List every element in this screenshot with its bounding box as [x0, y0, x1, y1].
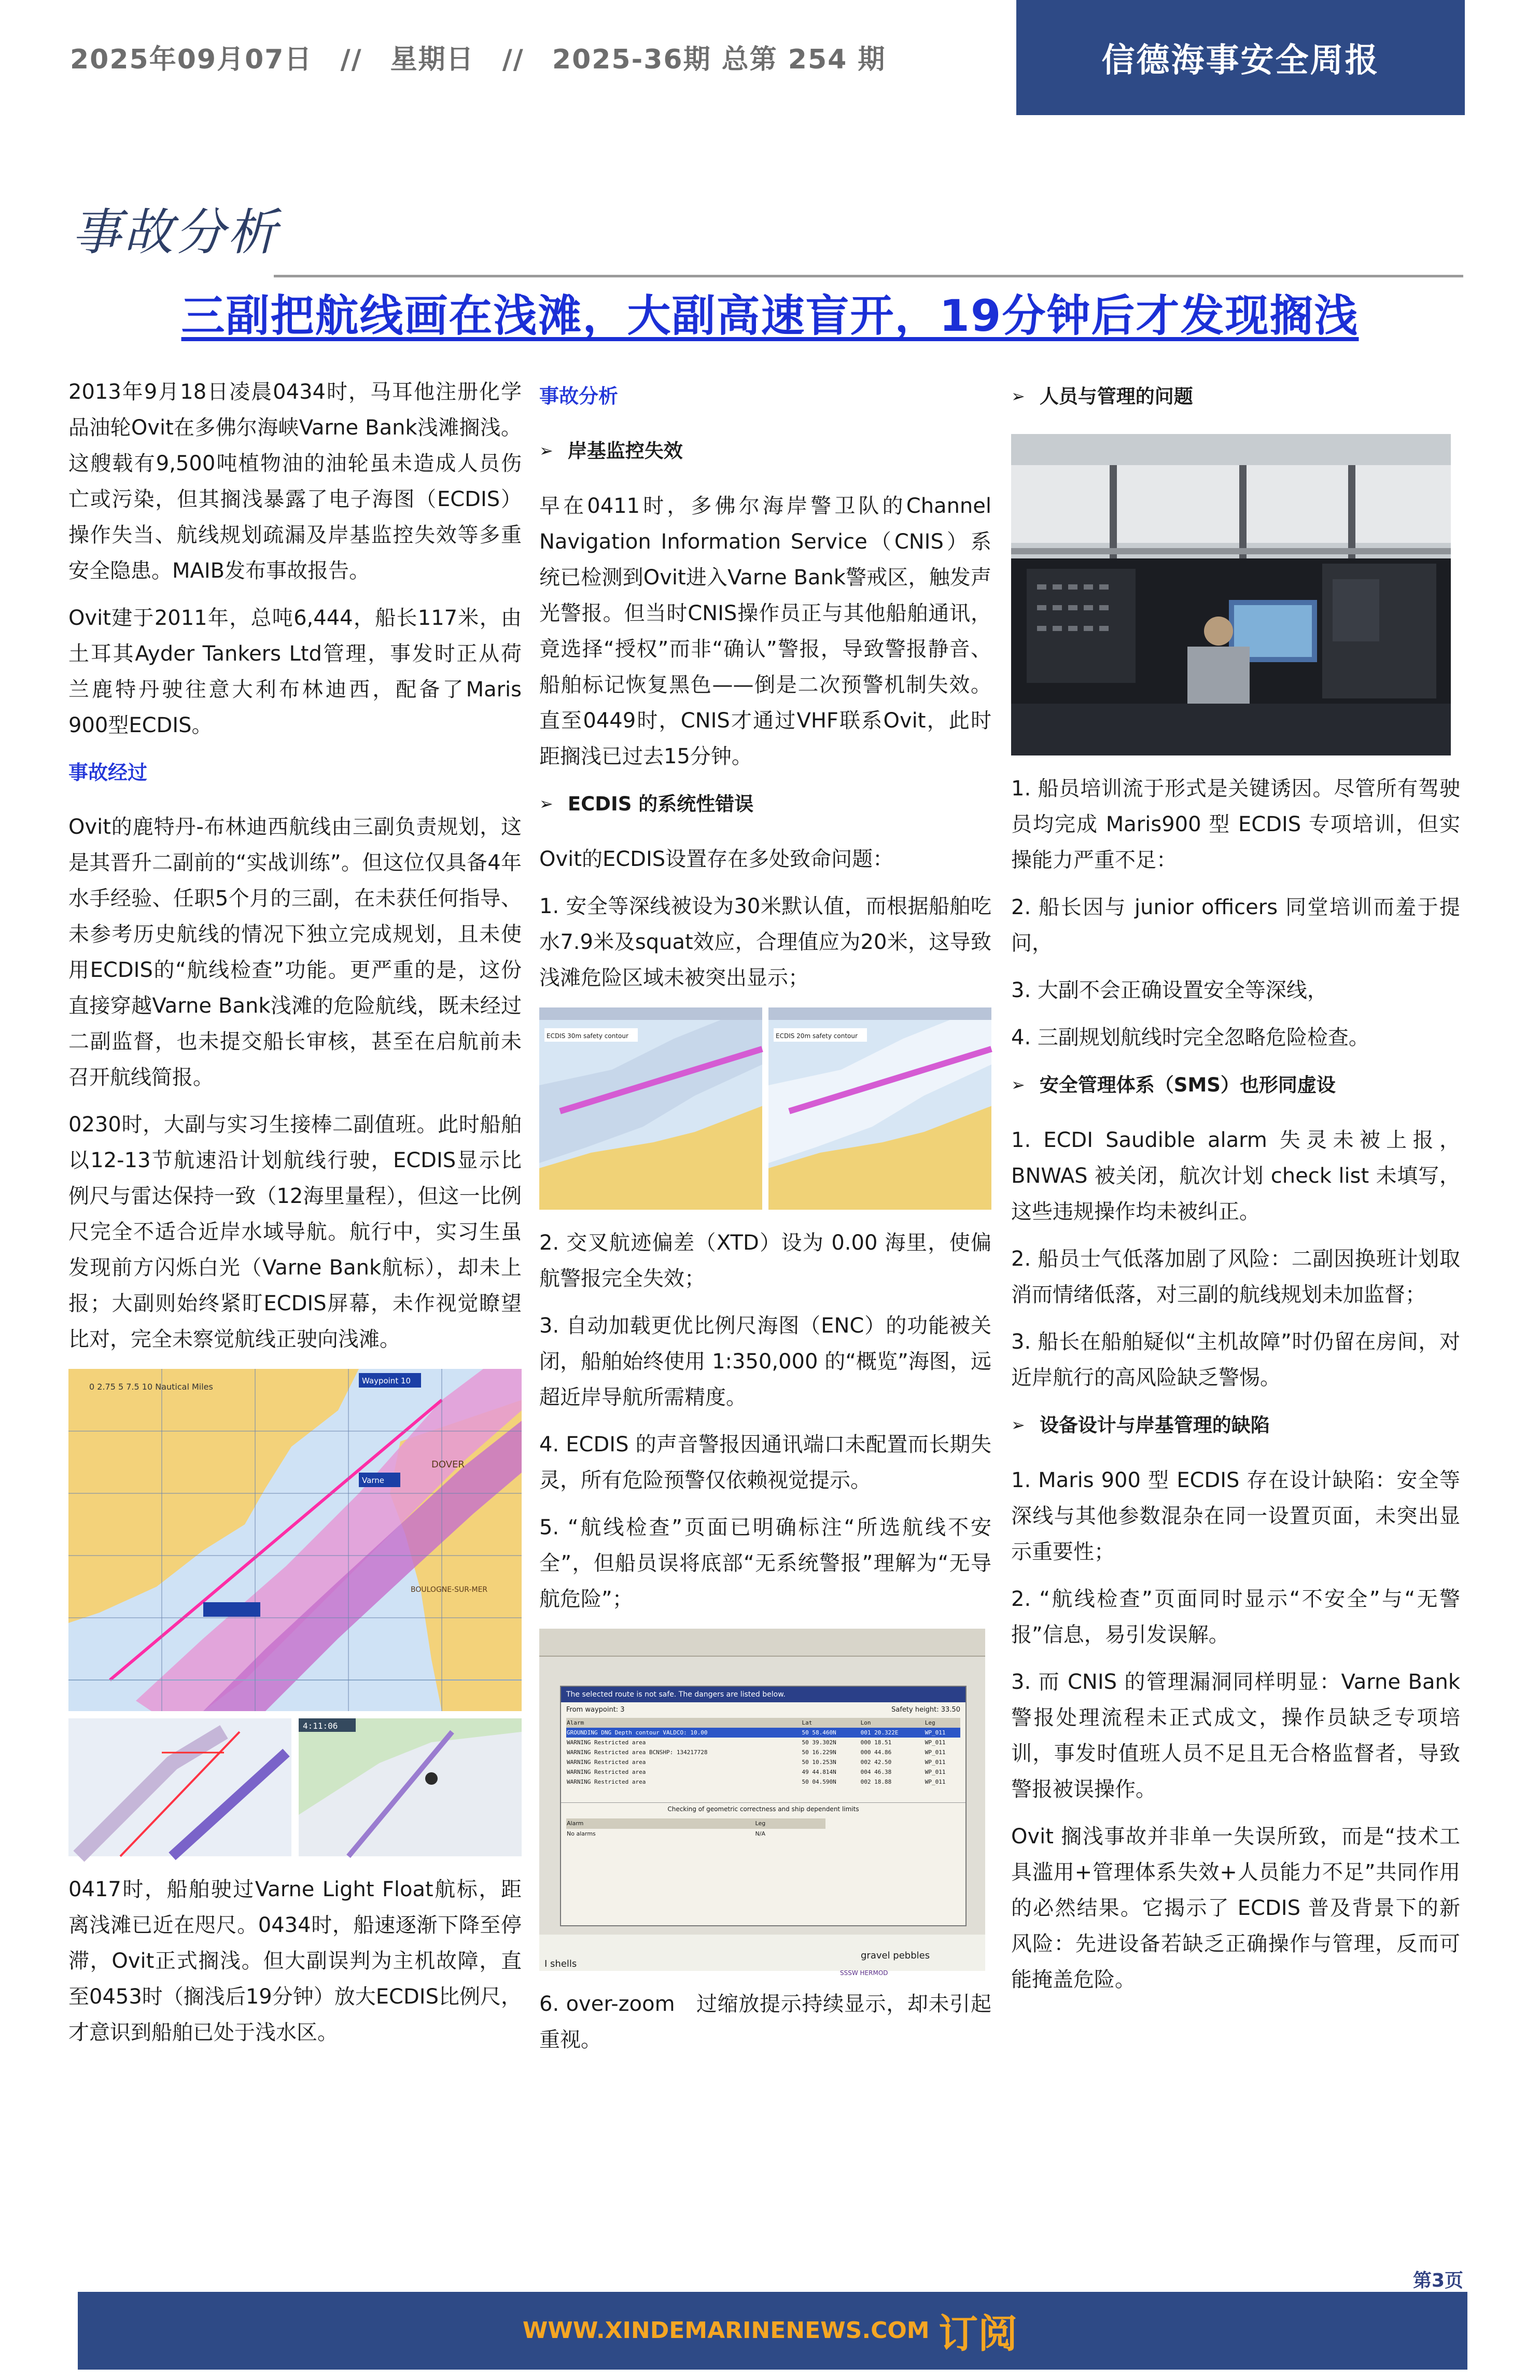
- cell: GROUNDING DNG Depth contour VALDCO: 10.00: [567, 1729, 708, 1736]
- arrow-bullet-icon: ➢: [1011, 386, 1025, 406]
- section-title: 事故分析: [72, 203, 279, 261]
- route-check-screen-photo: [539, 1629, 985, 1977]
- cell: WARNING Restricted area: [567, 1769, 646, 1775]
- header-cell: Lon: [860, 1719, 871, 1726]
- ecdis-time: 4:11:06: [303, 1721, 338, 1731]
- table-row[interactable]: [566, 1738, 960, 1747]
- chart-text: gravel pebbles: [861, 1950, 930, 1961]
- paragraph: 3. 船长在船舶疑似“主机故障”时仍留在房间，对近岸航行的高风险缺乏警惕。: [1011, 1330, 1460, 1390]
- page-number: 第3页: [1413, 2270, 1464, 2291]
- table-row[interactable]: [566, 1757, 960, 1767]
- table-row[interactable]: [566, 1747, 960, 1757]
- paragraph: 2. 船长因与 junior officers 同堂培训而羞于提问，: [1011, 895, 1460, 955]
- header-cell: Alarm: [567, 1719, 584, 1726]
- cell: WP_011: [925, 1729, 946, 1736]
- nautical-chart-image: [68, 1369, 522, 1856]
- header-cell: Leg: [755, 1820, 766, 1827]
- arrow-bullet-icon: ➢: [1011, 1075, 1025, 1095]
- subheading-text: 设备设计与岸基管理的缺陷: [1039, 1414, 1270, 1436]
- separator: //: [502, 44, 524, 75]
- cell: 002 42.50: [860, 1759, 892, 1766]
- paragraph: 3. 而 CNIS 的管理漏洞同样明显：Varne Bank 警报处理流程未正式成文，操作员缺乏专项培训，事发时值班人员不足且无合格监督者，导致警报被误操作。: [1011, 1670, 1460, 1801]
- arrow-bullet-icon: ➢: [539, 441, 553, 460]
- cell: WARNING Restricted area BCNSHP: 134217728: [567, 1749, 708, 1756]
- bridge-photo: [1011, 434, 1451, 755]
- cell: 004 46.38: [860, 1769, 892, 1775]
- dialog-info-row: [561, 1702, 965, 1718]
- paragraph: 5. “航线检查”页面已明确标注“所选航线不安全”，但船员误将底部“无系统警报”理解为“无导航危险”；: [539, 1516, 991, 1611]
- paragraph: Ovit建于2011年，总吨6,444，船长117米，由土耳其Ayder Tankers Ltd管理，事发时正从荷兰鹿特丹驶往意大利布林迪西，配备了Maris 900型ECDIS。: [68, 606, 522, 737]
- safety-height: Safety height: 33.50: [891, 1706, 960, 1714]
- paragraph: 2. 交叉航迹偏差（XTD）设为 0.00 海里，使偏航警报完全失效；: [539, 1231, 991, 1291]
- paragraph: 0230时，大副与实习生接棒二副值班。此时船舶以12-13节航速沿计划航线行驶，ECDIS显示比例尺与雷达保持一致（12海里量程），但这一比例尺完全不适合近岸水域导航。航行中，实习生虽发现前方闪烁白光（Varne Bank航标），却未上报；大副则始终紧盯ECDIS屏幕，未作视觉瞭望比对，完全未察觉航线正驶向浅滩。: [68, 1113, 522, 1351]
- cell: WP_011: [925, 1779, 946, 1785]
- separator: //: [340, 44, 362, 75]
- paragraph: 0417时，船舶驶过Varne Light Float航标，距离浅滩已近在咫尺。0434时，船速逐渐下降至停滞，Ovit正式搁浅。但大副误判为主机故障，直至0453时（搁浅后19分钟）放大ECDIS比例尺，才意识到船舶已处于浅水区。: [68, 1878, 522, 2045]
- route-check-dialog: [560, 1686, 967, 1926]
- paragraph: Ovit的ECDIS设置存在多处致命问题：: [539, 847, 894, 871]
- subheading-accident-course: 事故经过: [68, 761, 148, 784]
- cell: 50 16.229N: [802, 1749, 836, 1756]
- cell: 002 18.88: [860, 1779, 892, 1785]
- subheading-text: ECDIS 的系统性错误: [567, 793, 754, 815]
- cell: 50 04.590N: [802, 1779, 836, 1785]
- paragraph: 1. 船员培训流于形式是关键诱因。尽管所有驾驶员均完成 Maris900 型 ECDIS 专项培训，但实操能力严重不足：: [1011, 777, 1460, 872]
- cell: WP_011: [925, 1749, 946, 1756]
- date: 2025年09月07日: [70, 44, 313, 75]
- cell: WARNING Restricted area: [567, 1779, 646, 1785]
- subheading-text: 安全管理体系（SMS）也形同虚设: [1039, 1074, 1336, 1096]
- paragraph: 4. 三副规划航线时完全忽略危险检查。: [1011, 1026, 1369, 1049]
- issue-date-line: [70, 37, 903, 76]
- table-row[interactable]: [566, 1728, 960, 1738]
- cell: 001 20.322E: [860, 1729, 899, 1736]
- chart-right-label: ECDIS 20m safety contour: [776, 1032, 858, 1040]
- paragraph: 3. 大副不会正确设置安全等深线，: [1011, 978, 1328, 1002]
- paragraph: 2. “航线检查”页面同时显示“不安全”与“无警报”信息，易引发误解。: [1011, 1587, 1460, 1647]
- table-header: [566, 1818, 825, 1829]
- subheading-text: 岸基监控失效: [567, 440, 683, 462]
- paragraph: Ovit的鹿特丹-布林迪西航线由三副负责规划，这是其晋升二副前的“实战训练”。但这位仅具备4年水手经验、任职5个月的三副，在未获任何指导、未参考历史航线的情况下独立完成规划，且未使用ECDIS的“航线检查”功能。更严重的是，这份直接穿越Varne Bank浅滩的危险航线，既未经过二副监督，也未提交船长审核，甚至在启航前未召开航线简报。: [68, 815, 522, 1089]
- website-link[interactable]: WWW.XINDEMARINENEWS.COM: [522, 2317, 930, 2344]
- geometry-check-table: [566, 1818, 825, 1839]
- footer-subscribe: [0, 2302, 1540, 2359]
- subheading-accident-analysis: 事故分析: [539, 385, 619, 408]
- dover-label: DOVER: [431, 1459, 465, 1470]
- dialog-title: The selected route is not safe. The dangers are listed below.: [561, 1687, 965, 1702]
- column-3: [1011, 374, 1460, 2009]
- waypoint-label: Waypoint 10: [362, 1376, 411, 1385]
- cell: No alarms: [567, 1830, 596, 1837]
- boulogne-label: BOULOGNE-SUR-MER: [411, 1586, 488, 1594]
- subscribe-link[interactable]: 订阅: [939, 2311, 1018, 2357]
- paragraph: 4. ECDIS 的声音警报因通讯端口未配置而长期失灵，所有危险预警仅依赖视觉提示。: [539, 1433, 991, 1492]
- geometry-check-title: Checking of geometric correctness and ship dependent limits: [561, 1802, 965, 1815]
- arrow-bullet-icon: ➢: [539, 794, 553, 814]
- ecdis-comparison-image: [539, 1007, 991, 1210]
- issue-number: 2025-36期 总第 254 期: [552, 44, 886, 75]
- chart-strip: [539, 1935, 985, 1977]
- from-waypoint: From waypoint: 3: [566, 1706, 625, 1714]
- cell: 000 18.51: [860, 1739, 892, 1746]
- newsletter-brand: 信德海事安全周报: [1016, 0, 1465, 115]
- header-cell: Leg: [925, 1719, 935, 1726]
- section-divider: [274, 275, 1463, 277]
- article-headline: 三副把航线画在浅滩，大副高速盲开，19分钟后才发现搁浅: [181, 290, 1359, 341]
- ecdis-safety-contour-comparison: [539, 1007, 991, 1210]
- chart-text: I shells: [544, 1958, 577, 1969]
- varne-label: Varne: [362, 1476, 384, 1485]
- subheading-personnel: [1011, 379, 1460, 414]
- cell: 49 44.814N: [802, 1769, 836, 1775]
- cell: WARNING Restricted area: [567, 1739, 646, 1746]
- table-header: [566, 1718, 960, 1728]
- cell: WP_011: [925, 1739, 946, 1746]
- cell: N/A: [755, 1830, 766, 1837]
- cell: WP_011: [925, 1759, 946, 1766]
- paragraph: 早在0411时，多佛尔海岸警卫队的Channel Navigation Information Service（CNIS）系统已检测到Ovit进入Varne Bank警戒区，触发声光警报。但当时CNIS操作员正与其他船舶通讯，竟选择“授权”而非“确认”警报，导致警报静音、船舶标记恢复黑色——倒是二次预警机制失效。直至0449时，CNIS才通过VHF联系Ovit，此时距搁浅已过去15分钟。: [539, 494, 991, 768]
- dangers-table: [566, 1718, 960, 1787]
- paragraph: 2013年9月18日凌晨0434时，马耳他注册化学品油轮Ovit在多佛尔海峡Varne Bank浅滩搁浅。这艘载有9,500吨植物油的油轮虽未造成人员伤亡或污染，但其搁浅暴露了电子海图（ECDIS）操作失当、航线规划疏漏及岸基监控失效等多重安全隐患。MAIB发布事故报告。: [68, 380, 522, 583]
- paragraph: 1. ECDI Saudible alarm 失灵未被上报，BNWAS 被关闭，航次计划 check list 未填写，这些违规操作均未被纠正。: [1011, 1128, 1460, 1224]
- cell: 50 10.253N: [802, 1759, 836, 1766]
- paragraph: 1. Maris 900 型 ECDIS 存在设计缺陷：安全等深线与其他参数混杂在同一设置页面，未突出显示重要性；: [1011, 1468, 1460, 1564]
- paragraph: 1. 安全等深线被设为30米默认值，而根据船舶吃水7.9米及squat效应，合理值应为20米，这导致浅滩危险区域未被突出显示；: [539, 894, 991, 990]
- cell: 50 58.460N: [802, 1729, 836, 1736]
- subheading-sms: [1011, 1067, 1460, 1103]
- column-2: [539, 374, 991, 2069]
- arrow-bullet-icon: ➢: [1011, 1415, 1025, 1435]
- subheading-ecdis-errors: [539, 786, 991, 822]
- chart-text: SSSW HERMOD: [840, 1969, 888, 1977]
- cell: WARNING Restricted area: [567, 1759, 646, 1766]
- header-cell: Alarm: [567, 1820, 584, 1827]
- table-row[interactable]: [566, 1777, 960, 1787]
- chart-left-label: ECDIS 30m safety contour: [547, 1032, 628, 1040]
- paragraph: 6. over-zoom 过缩放提示持续显示，却未引起重视。: [539, 1992, 991, 2052]
- cell: 50 39.302N: [802, 1739, 836, 1746]
- subheading-text: 人员与管理的问题: [1039, 385, 1193, 408]
- ecdis-toolbar: [539, 1629, 985, 1657]
- paragraph: 2. 船员士气低落加剧了风险：二副因换班计划取消而情绪低落，对三副的航线规划未加监督；: [1011, 1247, 1460, 1307]
- column-1: [68, 374, 522, 2062]
- header-cell: Lat: [802, 1719, 813, 1726]
- table-row[interactable]: [566, 1767, 960, 1777]
- subheading-design-defects: [1011, 1407, 1460, 1443]
- paragraph: Ovit 搁浅事故并非单一失误所致，而是“技术工具滥用+管理体系失效+人员能力不足”共同作用的必然结果。它揭示了 ECDIS 普及背景下的新风险：先进设备若缺乏正确操作与管理，反而可能掩盖危险。: [1011, 1825, 1460, 1992]
- table-row[interactable]: [566, 1829, 825, 1839]
- cell: 000 44.86: [860, 1749, 892, 1756]
- chart-figure-route: [68, 1369, 522, 1856]
- ship-bridge-image: [1011, 434, 1451, 755]
- subheading-shore-monitoring: [539, 433, 991, 469]
- cell: WP_011: [925, 1769, 946, 1775]
- paragraph: 3. 自动加载更优比例尺海图（ENC）的功能被关闭，船舶始终使用 1:350,000 的“概览”海图，远超近岸导航所需精度。: [539, 1314, 991, 1409]
- weekday: 星期日: [390, 44, 474, 75]
- scale-bar: 0 2.75 5 7.5 10 Nautical Miles: [89, 1382, 213, 1392]
